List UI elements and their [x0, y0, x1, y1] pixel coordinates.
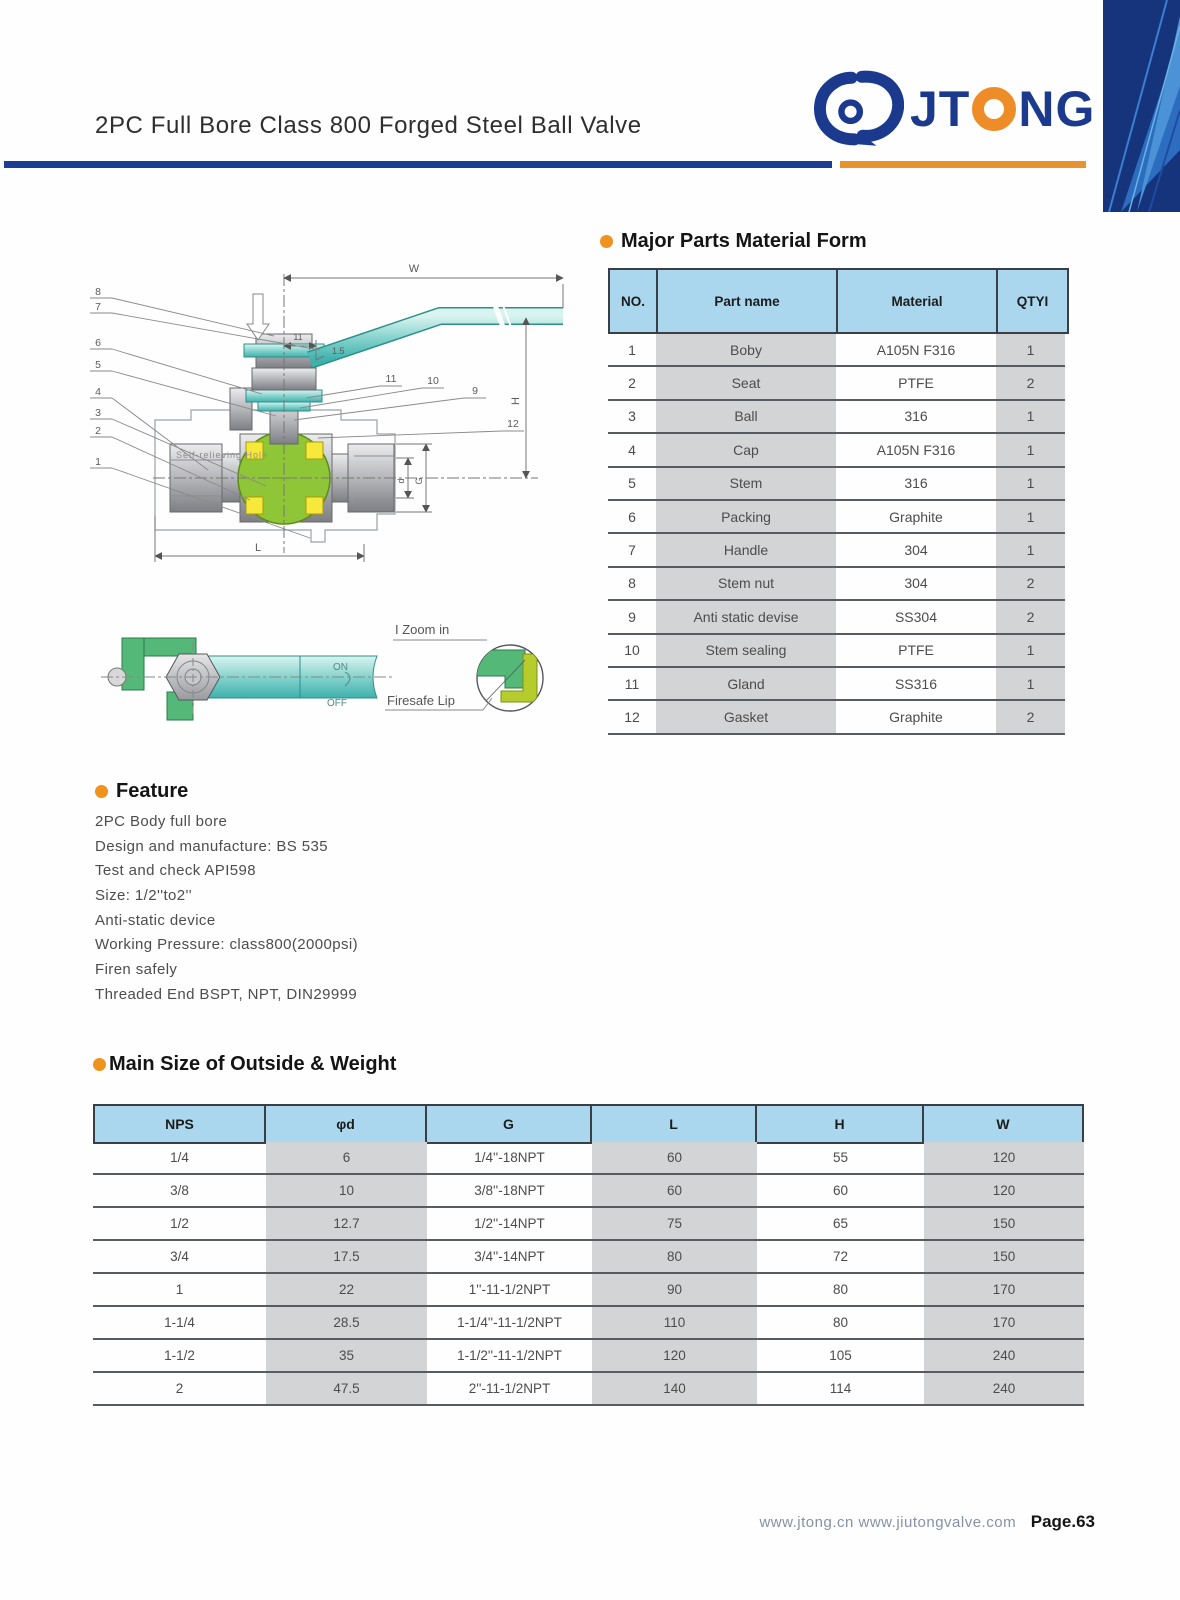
size-cell: 28.5 [266, 1307, 427, 1340]
size-cell: 1/4''-18NPT [427, 1142, 592, 1175]
size-table-body [93, 1142, 1084, 1406]
size-cell: 1/4 [93, 1142, 266, 1175]
size-cell: 55 [757, 1142, 924, 1175]
size-cell: 35 [266, 1340, 427, 1373]
size-cell: 2 [93, 1373, 266, 1406]
size-col-nps: NPS [93, 1106, 266, 1142]
size-cell: 3/8 [93, 1175, 266, 1208]
size-cell: 150 [924, 1208, 1084, 1241]
size-cell: 120 [924, 1142, 1084, 1175]
footer-url-jtong: www.jtong.cn [759, 1514, 854, 1531]
parts-cell: Cap [656, 434, 836, 467]
logo-wordmark [910, 80, 1095, 138]
feature-section-title: Feature [116, 780, 189, 802]
parts-cell: Graphite [836, 501, 996, 534]
parts-cell: Stem nut [656, 568, 836, 601]
page-title: 2PC Full Bore Class 800 Forged Steel Ball Valve [95, 112, 642, 139]
parts-col-material: Material [838, 270, 998, 332]
callout-12: 12 [507, 418, 519, 430]
parts-cell: 5 [608, 468, 656, 501]
parts-cell: 10 [608, 635, 656, 668]
parts-cell: 1 [996, 334, 1065, 367]
feature-line: Working Pressure: class800(2000psi) [95, 936, 359, 954]
size-cell: 1/2''-14NPT [427, 1208, 592, 1241]
parts-cell: 8 [608, 568, 656, 601]
callout-2: 2 [95, 425, 101, 437]
size-col-h: H [757, 1106, 924, 1142]
parts-cell: Ball [656, 401, 836, 434]
parts-cell: 1 [996, 501, 1065, 534]
parts-col-partname: Part name [658, 270, 838, 332]
size-cell: 22 [266, 1274, 427, 1307]
size-cell: 75 [592, 1208, 757, 1241]
parts-cell: 1 [996, 468, 1065, 501]
callout-5: 5 [95, 359, 101, 371]
handle-top-view-diagram [95, 592, 595, 767]
footer-page-number: Page.63 [1030, 1512, 1095, 1531]
feature-line: Size: 1/2''to2'' [95, 887, 193, 905]
size-cell: 120 [924, 1175, 1084, 1208]
parts-cell: Stem [656, 468, 836, 501]
size-cell: 240 [924, 1373, 1084, 1406]
size-section-heading [93, 1053, 396, 1076]
size-cell: 60 [592, 1142, 757, 1175]
parts-cell: 2 [608, 367, 656, 400]
zoom-in-label: I Zoom in [395, 622, 450, 637]
logo-orange-o-icon [972, 87, 1016, 131]
bullet-icon [95, 785, 108, 798]
parts-cell: Gasket [656, 701, 836, 734]
callout-3: 3 [95, 407, 101, 419]
size-table-header [93, 1104, 1084, 1144]
feature-line: Design and manufacture: BS 535 [95, 837, 328, 855]
parts-cell: 2 [996, 601, 1065, 634]
feature-list [95, 813, 358, 1011]
parts-cell: Handle [656, 534, 836, 567]
parts-col-qty: QTYI [998, 270, 1067, 332]
size-cell: 114 [757, 1373, 924, 1406]
feature-line: Firen safely [95, 961, 178, 979]
logo-text-ng: NG [1018, 81, 1096, 137]
parts-cell: Seat [656, 367, 836, 400]
size-cell: 80 [757, 1274, 924, 1307]
size-cell: 1-1/2 [93, 1340, 266, 1373]
parts-cell: 1 [996, 434, 1065, 467]
logo-text-jt: JT [910, 81, 971, 137]
parts-cell: SS304 [836, 601, 996, 634]
size-col-l: L [592, 1106, 757, 1142]
off-label: OFF [327, 698, 347, 709]
size-cell: 140 [592, 1373, 757, 1406]
callout-4: 4 [95, 386, 101, 398]
parts-cell: 2 [996, 367, 1065, 400]
parts-cell: 9 [608, 601, 656, 634]
size-cell: 1 [93, 1274, 266, 1307]
size-cell: 1-1/4''-11-1/2NPT [427, 1307, 592, 1340]
header-rule-blue [4, 161, 832, 168]
jtong-logo [812, 68, 1095, 150]
size-col-g: G [427, 1106, 592, 1142]
size-cell: 47.5 [266, 1373, 427, 1406]
dim-15-label: 1.5 [332, 346, 345, 356]
callout-7: 7 [95, 301, 101, 313]
size-col-w: W [924, 1106, 1084, 1142]
feature-line: Anti-static device [95, 911, 216, 929]
parts-cell: 316 [836, 401, 996, 434]
size-cell: 150 [924, 1241, 1084, 1274]
callout-9: 9 [472, 385, 478, 397]
size-cell: 60 [757, 1175, 924, 1208]
dim-l-label: L [254, 542, 262, 554]
parts-cell: SS316 [836, 668, 996, 701]
parts-cell: 1 [996, 401, 1065, 434]
size-cell: 1-1/4 [93, 1307, 266, 1340]
size-cell: 110 [592, 1307, 757, 1340]
parts-cell: PTFE [836, 367, 996, 400]
size-cell: 1-1/2''-11-1/2NPT [427, 1340, 592, 1373]
parts-cell: 304 [836, 534, 996, 567]
parts-cell: 12 [608, 701, 656, 734]
size-cell: 17.5 [266, 1241, 427, 1274]
page-footer [600, 1512, 1095, 1532]
dim-h-label: H [510, 397, 522, 405]
dim-11-label: 11 [293, 332, 303, 342]
feature-line: Threaded End BSPT, NPT, DIN29999 [95, 985, 358, 1003]
size-cell: 240 [924, 1340, 1084, 1373]
parts-section-heading [600, 230, 867, 253]
parts-section-title: Major Parts Material Form [621, 230, 867, 252]
size-cell: 80 [592, 1241, 757, 1274]
self-relieving-label: Self-relieving Hole [176, 450, 269, 460]
size-section-title: Main Size of Outside & Weight [109, 1053, 397, 1075]
bullet-icon [93, 1058, 106, 1071]
parts-table-body [608, 334, 1065, 735]
parts-cell: 7 [608, 534, 656, 567]
size-cell: 170 [924, 1307, 1084, 1340]
valve-body-shapes [155, 302, 563, 542]
parts-cell: 4 [608, 434, 656, 467]
right-callouts [294, 373, 524, 438]
size-cell: 10 [266, 1175, 427, 1208]
corner-stripes-decoration [1103, 0, 1180, 212]
footer-url-jiutongvalve: www.jiutongvalve.com [858, 1514, 1017, 1531]
size-cell: 1''-11-1/2NPT [427, 1274, 592, 1307]
size-cell: 2''-11-1/2NPT [427, 1373, 592, 1406]
size-cell: 12.7 [266, 1208, 427, 1241]
size-cell: 3/4 [93, 1241, 266, 1274]
parts-cell: 11 [608, 668, 656, 701]
parts-cell: 2 [996, 701, 1065, 734]
firesafe-lip-label: Firesafe Lip [387, 693, 455, 708]
size-cell: 80 [757, 1307, 924, 1340]
feature-line: 2PC Body full bore [95, 813, 228, 830]
valve-cross-section-diagram [58, 248, 580, 578]
callout-10: 10 [427, 375, 439, 387]
size-cell: 1/2 [93, 1208, 266, 1241]
parts-cell: Graphite [836, 701, 996, 734]
callout-11: 11 [385, 373, 397, 385]
parts-cell: 6 [608, 501, 656, 534]
parts-cell: 1 [996, 534, 1065, 567]
parts-cell: Gland [656, 668, 836, 701]
feature-line: Test and check API598 [95, 862, 256, 880]
parts-cell: 3 [608, 401, 656, 434]
bullet-icon [600, 235, 613, 248]
parts-col-no: NO. [610, 270, 658, 332]
dim-g-label: G [414, 477, 424, 485]
parts-cell: 304 [836, 568, 996, 601]
callout-1: 1 [95, 456, 101, 468]
parts-cell: Boby [656, 334, 836, 367]
on-label: ON [333, 662, 348, 673]
size-cell: 6 [266, 1142, 427, 1175]
parts-table-header [608, 268, 1069, 334]
parts-cell: A105N F316 [836, 434, 996, 467]
size-cell: 105 [757, 1340, 924, 1373]
parts-cell: Packing [656, 501, 836, 534]
size-cell: 3/4''-14NPT [427, 1241, 592, 1274]
size-cell: 170 [924, 1274, 1084, 1307]
parts-cell: PTFE [836, 635, 996, 668]
size-cell: 65 [757, 1208, 924, 1241]
parts-cell: 1 [608, 334, 656, 367]
header-rule-orange [840, 161, 1086, 168]
callout-6: 6 [95, 337, 101, 349]
size-cell: 120 [592, 1340, 757, 1373]
callout-8: 8 [95, 286, 101, 298]
parts-cell: Stem sealing [656, 635, 836, 668]
handle-shapes [101, 638, 395, 720]
parts-cell: 316 [836, 468, 996, 501]
dim-w-label: W [408, 263, 420, 275]
size-col-d: φd [266, 1106, 427, 1142]
size-cell: 72 [757, 1241, 924, 1274]
parts-cell: A105N F316 [836, 334, 996, 367]
parts-cell: Anti static devise [656, 601, 836, 634]
parts-cell: 1 [996, 635, 1065, 668]
feature-section-heading [95, 780, 188, 803]
parts-cell: 1 [996, 668, 1065, 701]
dim-d-label: d [396, 478, 406, 484]
size-cell: 3/8''-18NPT [427, 1175, 592, 1208]
parts-cell: 2 [996, 568, 1065, 601]
size-cell: 90 [592, 1274, 757, 1307]
size-cell: 60 [592, 1175, 757, 1208]
jtong-logo-swirl-icon [812, 68, 904, 150]
